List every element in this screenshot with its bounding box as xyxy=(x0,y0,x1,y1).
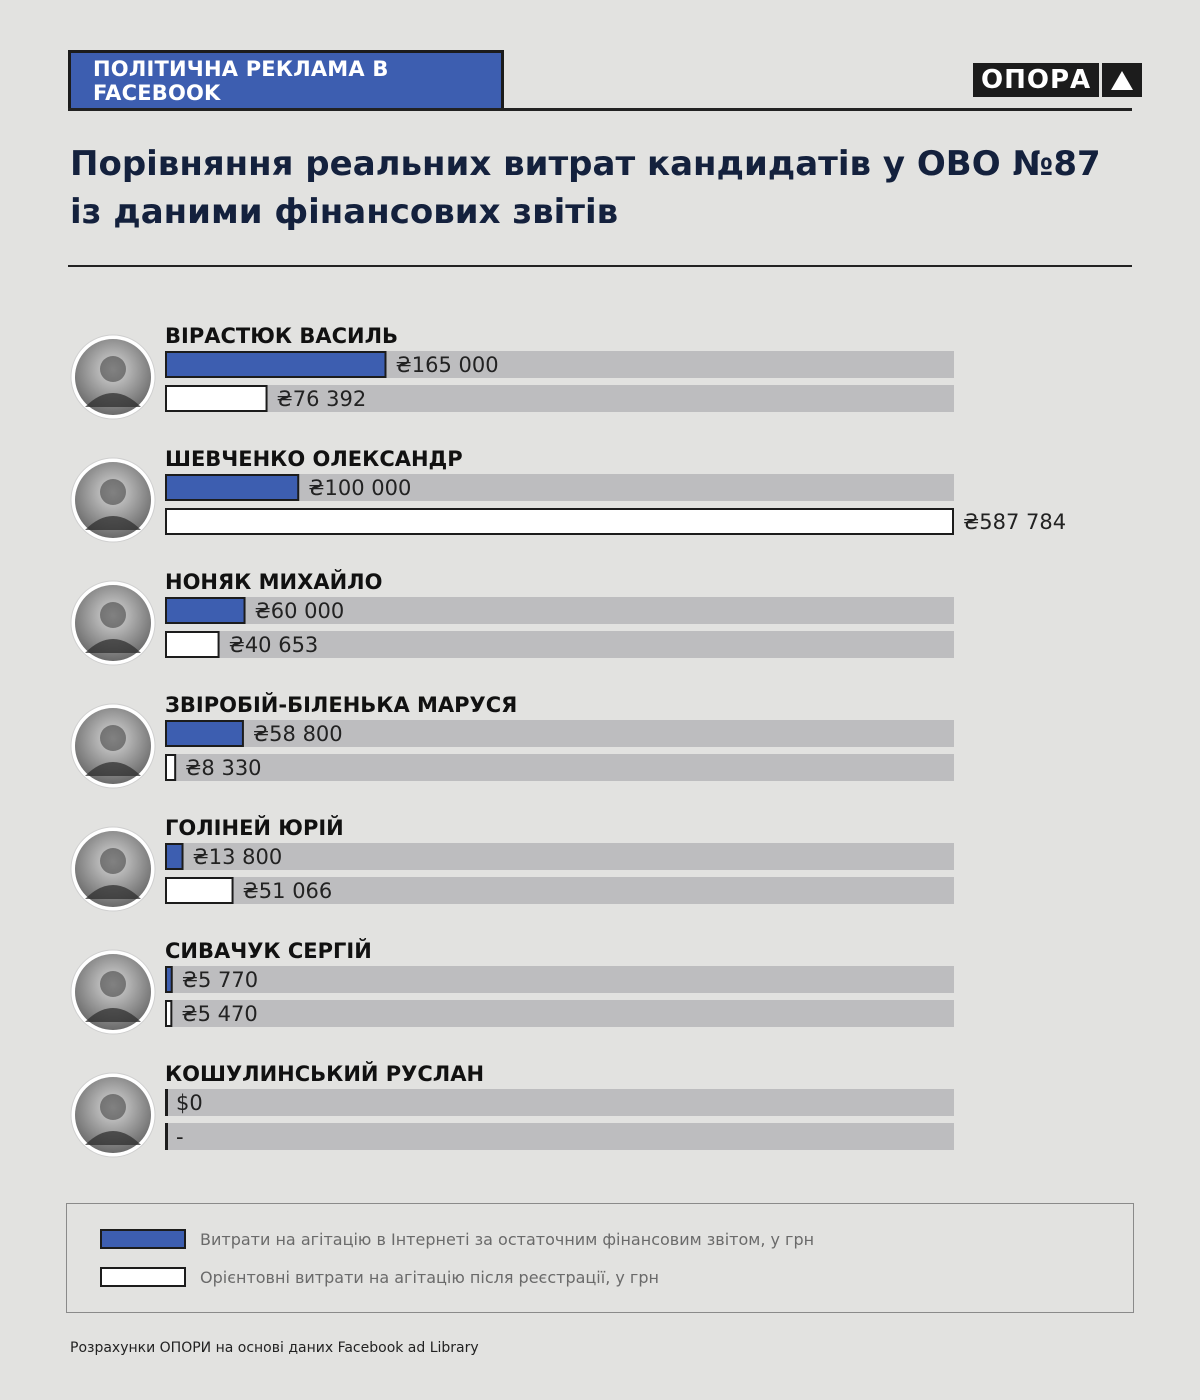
bar-value-label: ₴165 000 xyxy=(395,353,499,377)
bar-track xyxy=(165,1123,954,1150)
title-line-2: із даними фінансових звітів xyxy=(70,192,619,232)
bar-estimated xyxy=(166,386,267,411)
legend-label-reported: Витрати на агітацію в Інтернеті за остаточним фінансовим звітом, у грн xyxy=(200,1229,815,1249)
candidate-name: ШЕВЧЕНКО ОЛЕКСАНДР xyxy=(165,447,463,471)
legend-item-reported xyxy=(100,1229,814,1249)
candidate-row xyxy=(71,692,954,788)
bar-value-label: ₴5 770 xyxy=(181,968,259,992)
bar-estimated xyxy=(166,755,175,780)
bar-track xyxy=(165,1000,954,1027)
bar-reported xyxy=(166,844,183,869)
candidate-row xyxy=(71,1061,954,1157)
avatar-head-icon xyxy=(100,602,126,628)
legend-swatch-reported xyxy=(100,1229,186,1249)
bar-value-label: - xyxy=(176,1125,184,1149)
avatar-head-icon xyxy=(100,725,126,751)
category-tag-label: ПОЛІТИЧНА РЕКЛАМА В FACEBOOK xyxy=(93,56,389,105)
candidate-row xyxy=(71,324,954,419)
legend-item-estimated xyxy=(100,1267,659,1287)
avatar-head-icon xyxy=(100,848,126,874)
bar-value-label: ₴8 330 xyxy=(185,756,262,780)
bar-estimated xyxy=(166,1001,171,1026)
bar-value-label: ₴13 800 xyxy=(192,845,283,869)
bar-estimated xyxy=(166,632,219,657)
avatar-head-icon xyxy=(100,479,126,505)
bar-reported xyxy=(166,352,385,377)
bar-value-label: $0 xyxy=(176,1091,203,1115)
candidate-name: ГОЛІНЕЙ ЮРІЙ xyxy=(165,816,344,840)
footnote: Розрахунки ОПОРИ на основі даних Facebook ad Library xyxy=(70,1340,479,1356)
title-line-1: Порівняння реальних витрат кандидатів у ОВО №87 xyxy=(70,144,1101,184)
avatar-head-icon xyxy=(100,971,126,997)
bar-value-label: ₴5 470 xyxy=(181,1002,258,1026)
bar-value-label: ₴76 392 xyxy=(276,387,367,411)
logo-text: ОПОРА xyxy=(973,63,1099,97)
bar-estimated xyxy=(166,509,953,534)
candidate-name: ЗВІРОБІЙ-БІЛЕНЬКА МАРУСЯ xyxy=(165,693,518,717)
bar-value-label: ₴60 000 xyxy=(254,599,345,623)
bar-reported xyxy=(166,967,172,992)
candidate-row xyxy=(71,938,954,1034)
bar-value-label: ₴51 066 xyxy=(242,879,333,903)
bar-value-label: ₴100 000 xyxy=(308,476,412,500)
bar-reported xyxy=(166,721,243,746)
bar-value-label: ₴587 784 xyxy=(963,510,1067,534)
avatar-head-icon xyxy=(100,1094,126,1120)
bar-estimated xyxy=(166,878,233,903)
avatar-head-icon xyxy=(100,356,126,382)
bar-track xyxy=(165,1089,954,1116)
chart-rows xyxy=(71,324,1066,1157)
candidate-row xyxy=(71,447,1066,542)
bar-track xyxy=(165,843,954,870)
bar-value-label: ₴40 653 xyxy=(228,633,319,657)
candidate-name: КОШУЛИНСЬКИЙ РУСЛАН xyxy=(165,1062,485,1086)
bar-reported xyxy=(166,598,245,623)
bar-track xyxy=(165,966,954,993)
bar-value-label: ₴58 800 xyxy=(252,722,343,746)
candidate-name: СИВАЧУК СЕРГІЙ xyxy=(165,939,372,963)
candidate-name: НОНЯК МИХАЙЛО xyxy=(165,570,383,594)
bar-estimated xyxy=(166,1124,167,1149)
bar-reported xyxy=(166,1090,167,1115)
bar-track xyxy=(165,754,954,781)
candidate-row xyxy=(71,569,954,665)
bar-reported xyxy=(166,475,298,500)
candidate-name: ВІРАСТЮК ВАСИЛЬ xyxy=(165,324,399,348)
legend-swatch-estimated xyxy=(100,1267,186,1287)
candidate-row xyxy=(71,815,954,911)
legend-label-estimated: Орієнтовні витрати на агітацію після реєстрації, у грн xyxy=(200,1267,659,1287)
legend xyxy=(66,1203,1134,1313)
